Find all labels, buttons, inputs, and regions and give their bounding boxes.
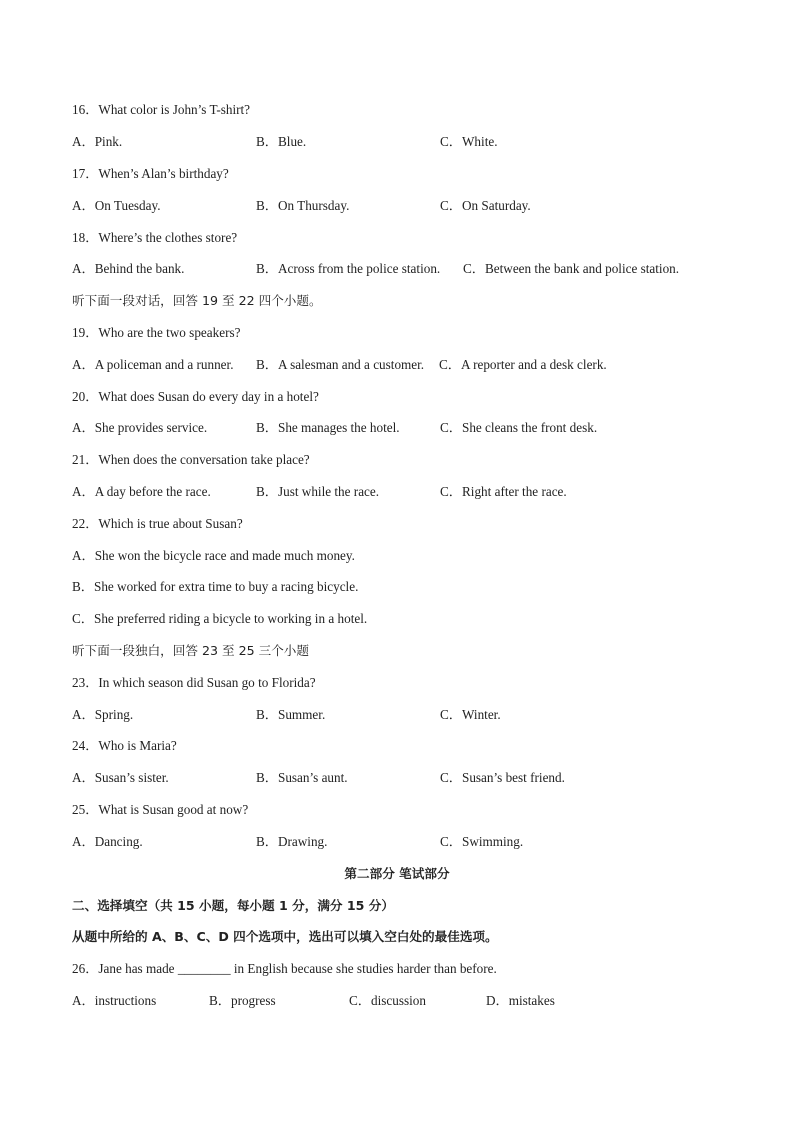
question-24: 24．Who is Maria? [72,738,177,753]
options-24 [72,769,752,787]
question-20: 20．What does Susan do every day in a hotel? [72,389,319,404]
option-c: C．On Saturday. [440,198,531,213]
options-20 [72,419,752,437]
option-b: B．A salesman and a customer. [256,357,425,372]
question-21: 21．When does the conversation take place? [72,452,310,467]
option-b: B．Across from the police station. [256,261,441,276]
question-23: 23．In which season did Susan go to Florida? [72,675,316,690]
question-19: 19．Who are the two speakers? [72,325,241,340]
option-c: C．Right after the race. [440,484,567,499]
options-21 [72,483,752,501]
part-two-title: 第二部分 笔试部分 [344,866,450,881]
section-direction: 从题中所给的 A、B、C、D 四个选项中，选出可以填入空白处的最佳选项。 [72,929,498,944]
option-c: C．A reporter and a desk clerk. [439,357,607,372]
option-b: B．She worked for extra time to buy a racing bicycle. [72,579,359,594]
option-b: B．Drawing. [256,834,328,849]
option-a: A．She won the bicycle race and made much money. [72,548,355,563]
option-a: A．Susan’s sister. [72,770,169,785]
dialog-instruction: 听下面一段对话，回答 19 至 22 四个小题。 [72,293,322,308]
option-a: A．A day before the race. [72,484,211,499]
option-c: C．Between the bank and police station. [463,261,680,276]
option-c: C．Susan’s best friend. [440,770,565,785]
question-16: 16．What color is John’s T-shirt? [72,102,251,117]
options-17 [72,197,752,215]
option-a: A．On Tuesday. [72,198,161,213]
option-d: D．mistakes [486,993,555,1008]
option-b: B．progress [209,993,276,1008]
option-c: C．Swimming. [440,834,524,849]
options-25 [72,833,752,851]
question-17: 17．When’s Alan’s birthday? [72,166,229,181]
option-a: A．A policeman and a runner. [72,357,234,372]
options-23 [72,706,752,724]
option-b: B．Just while the race. [256,484,380,499]
options-18 [72,260,752,278]
options-19 [72,356,752,374]
option-b: B．Summer. [256,707,326,722]
section-heading: 二、选择填空（共 15 小题，每小题 1 分，满分 15 分） [72,898,394,913]
option-c: C．Winter. [440,707,501,722]
option-c: C．She cleans the front desk. [440,420,598,435]
option-c: C．White. [440,134,498,149]
question-26: 26．Jane has made ________ in English because she studies harder than before. [72,961,497,976]
option-a: A．Behind the bank. [72,261,185,276]
option-c: C．She preferred riding a bicycle to working in a hotel. [72,611,368,626]
option-b: B．On Thursday. [256,198,350,213]
option-b: B．She manages the hotel. [256,420,400,435]
option-b: B．Susan’s aunt. [256,770,348,785]
question-18: 18．Where’s the clothes store? [72,230,238,245]
question-22: 22．Which is true about Susan? [72,516,243,531]
option-a: A．Pink. [72,134,123,149]
monologue-instruction: 听下面一段独白，回答 23 至 25 三个小题 [72,643,309,658]
option-b: B．Blue. [256,134,307,149]
options-26 [72,992,752,1010]
options-16 [72,133,752,151]
option-a: A．She provides service. [72,420,208,435]
option-a: A．Spring. [72,707,134,722]
question-25: 25．What is Susan good at now? [72,802,249,817]
option-a: A．Dancing. [72,834,143,849]
option-c: C．discussion [349,993,426,1008]
option-a: A．instructions [72,993,157,1008]
